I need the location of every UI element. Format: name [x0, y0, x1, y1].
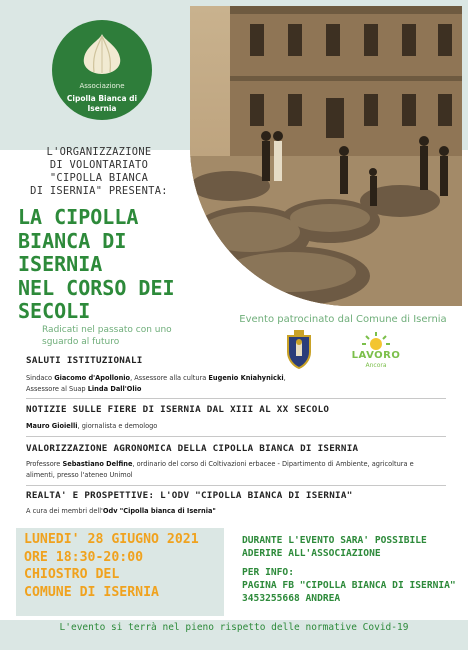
divider: [26, 398, 446, 399]
date-line: LUNEDI' 28 GIUGNO 2021: [24, 532, 199, 547]
patronage-note: Evento patrocinato dal Comune di Isernia: [239, 314, 447, 325]
organization-intro: [8, 146, 190, 198]
intro-line: L'ORGANIZZAZIONE: [46, 146, 152, 158]
subtitle-line: Radicati nel passato con uno: [42, 325, 172, 335]
section-text: [26, 506, 456, 517]
lavoro-word: LAVORO: [351, 350, 401, 361]
sun-icon: [344, 330, 408, 352]
logo-name-line1: Cipolla Bianca di: [66, 94, 138, 103]
historic-market-photo-image: [190, 6, 462, 306]
association-logo: [52, 20, 152, 120]
text: alimenti, presso l'ateneo Unimol: [26, 470, 133, 479]
event-subtitle: [42, 324, 202, 348]
section-heading: VALORIZZAZIONE AGRONOMICA DELLA CIPOLLA BIANCA DI ISERNIA: [26, 443, 359, 454]
title-line: BIANCA DI ISERNIA: [18, 228, 127, 276]
text: , Assessore alla cultura: [130, 374, 209, 382]
text: , ordinario del corso di Coltivazioni erbacee - Dipartimento di Ambiente, agricoltura e: [132, 460, 414, 468]
text: Professore: [26, 460, 63, 468]
covid-footer-note: L'evento si terrà nel pieno rispetto delle normative Covid-19: [59, 622, 409, 633]
section-text: [26, 459, 456, 480]
info-line: ADERIRE ALL'ASSOCIAZIONE: [242, 548, 381, 559]
subtitle-line: sguardo al futuro: [42, 337, 120, 347]
intro-line: DI VOLONTARIATO: [49, 159, 149, 171]
contact-phone: 3453255668 ANDREA: [242, 593, 341, 604]
section-text: [26, 373, 456, 394]
lavoro-sub: Ancora: [365, 362, 387, 369]
speaker-name: Eugenio Kniahynicki: [208, 374, 284, 382]
info-line: DURANTE L'EVENTO SARA' POSSIBILE: [242, 535, 427, 546]
section-heading: REALTA' E PROSPETTIVE: L'ODV "CIPOLLA BIANCA DI ISERNIA": [26, 490, 353, 501]
speaker-name: Mauro Gioielli: [26, 422, 78, 430]
divider: [26, 436, 446, 437]
lavoro-ancora-logo: [344, 330, 408, 372]
text: , giornalista e demologo: [77, 422, 158, 430]
divider: [26, 485, 446, 486]
text: ,: [283, 374, 286, 382]
time-line: ORE 18:30-20:00: [24, 549, 144, 565]
event-title: [18, 206, 218, 324]
speaker-name: Sebastiano Delfine: [62, 460, 133, 468]
text: Assessore al Suap: [26, 384, 88, 393]
logo-association-label: Associazione: [79, 82, 125, 90]
location-line: COMUNE DI ISERNIA: [24, 584, 159, 600]
section-heading: SALUTI ISTITUZIONALI: [26, 355, 143, 366]
association-name: Odv "Cipolla bianca di Isernia": [102, 507, 216, 515]
info-line: PAGINA FB "CIPOLLA BIANCA DI ISERNIA": [242, 580, 456, 591]
title-line: LA CIPOLLA: [18, 205, 139, 229]
info-block: [242, 534, 456, 605]
logo-name-line2: Isernia: [87, 104, 117, 113]
info-line: PER INFO:: [242, 567, 294, 578]
speaker-name: Giacomo d'Apollonio: [54, 374, 131, 382]
text: A cura dei membri dell': [26, 507, 103, 515]
intro-line: DI ISERNIA" PRESENTA:: [30, 185, 168, 197]
speaker-name: Linda Dall'Olio: [87, 384, 142, 393]
onion-icon: [78, 32, 126, 76]
section-text: [26, 421, 456, 432]
isernia-crest-icon: [282, 330, 316, 370]
historic-photo: [190, 6, 462, 306]
title-line: NEL CORSO DEI: [18, 275, 175, 300]
section-heading: NOTIZIE SULLE FIERE DI ISERNIA DAL XIII AL XX SECOLO: [26, 404, 330, 415]
text: Sindaco: [26, 374, 55, 382]
location-line: CHIOSTRO DEL: [24, 567, 120, 583]
intro-line: "CIPOLLA BIANCA: [49, 172, 149, 184]
event-date-location: [24, 531, 199, 601]
title-line: SECOLI: [18, 299, 91, 323]
